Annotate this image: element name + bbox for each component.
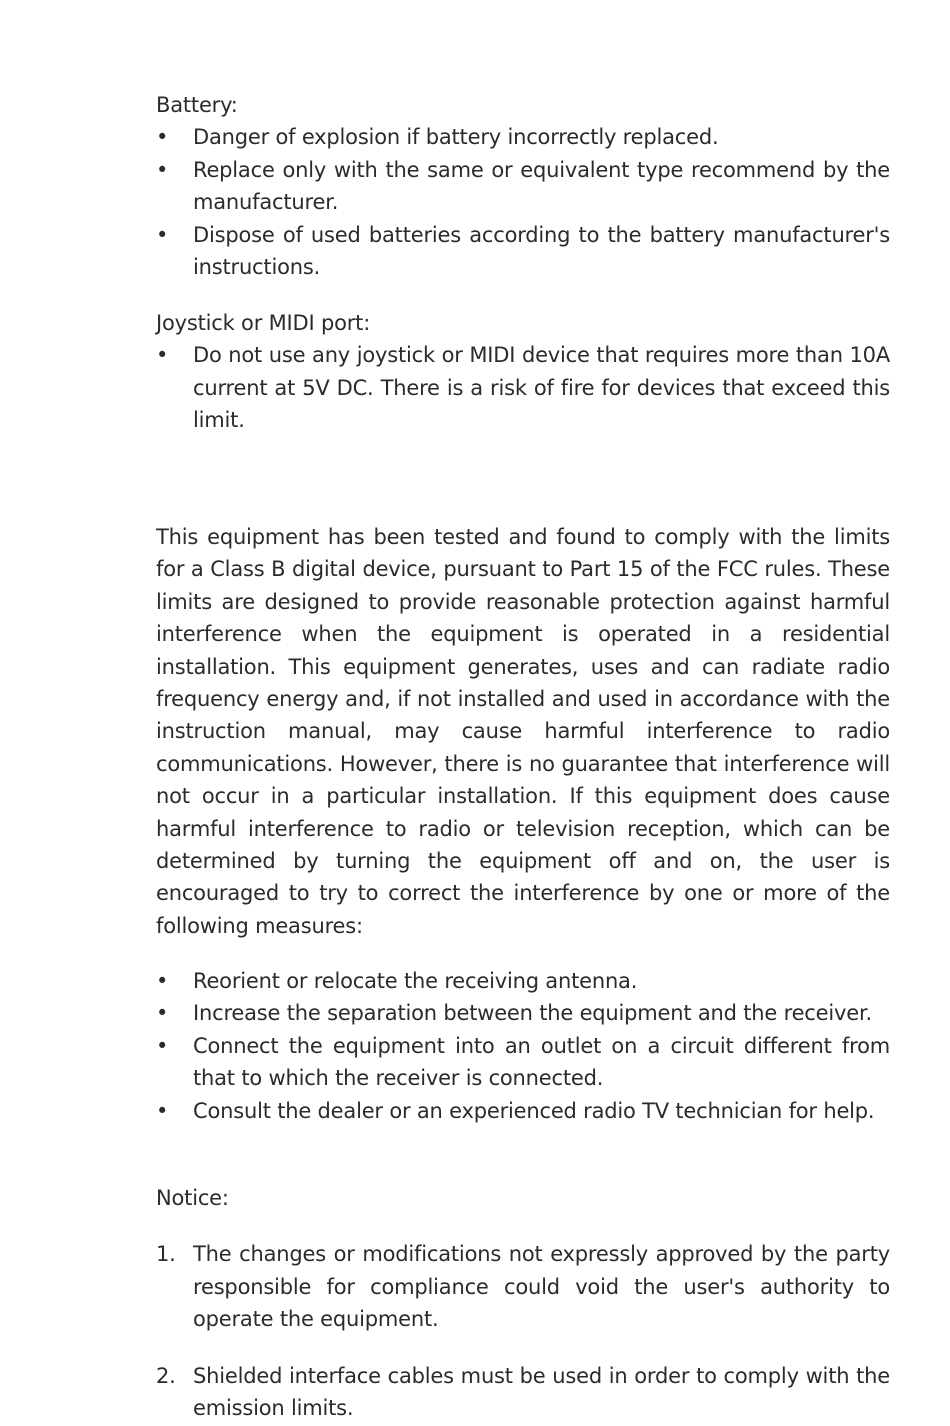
measure-item-text: Consult the dealer or an experienced radio TV technician for help.	[193, 1098, 875, 1123]
notice-section	[156, 1182, 890, 1424]
bullet-icon: •	[156, 1098, 169, 1123]
bullet-icon: •	[156, 125, 169, 150]
bullet-icon: •	[156, 1001, 169, 1026]
notice-item-text: The changes or modifications not expressly approved by the party responsible for compliance could void the user's authority to operate the equipment.	[193, 1242, 890, 1332]
bullet-icon: •	[156, 343, 169, 368]
list-item	[156, 154, 890, 219]
bullet-icon: •	[156, 222, 169, 247]
battery-item-text: Replace only with the same or equivalent type recommend by the manufacturer.	[193, 157, 890, 215]
list-item	[156, 965, 890, 997]
measures-list	[156, 965, 890, 1127]
battery-heading: Battery:	[156, 93, 238, 117]
joystick-heading: Joystick or MIDI port:	[156, 311, 371, 335]
bullet-icon: •	[156, 157, 169, 182]
list-item	[156, 1030, 890, 1095]
list-item	[156, 997, 890, 1029]
notice-list	[156, 1238, 890, 1424]
list-item	[156, 339, 890, 436]
measures-section	[156, 965, 890, 1127]
list-number: 1.	[156, 1242, 176, 1267]
joystick-item-text: Do not use any joystick or MIDI device that requires more than 10A current at 5V DC. There is a risk of fire for devices that exceed this limit.	[193, 343, 890, 433]
list-item	[156, 1238, 890, 1335]
list-item	[156, 219, 890, 284]
measure-item-text: Connect the equipment into an outlet on a circuit different from that to which the receiver is connected.	[193, 1033, 890, 1091]
measure-item-text: Increase the separation between the equipment and the receiver.	[193, 1001, 872, 1026]
notice-item-text: Shielded interface cables must be used in order to comply with the emission limits.	[193, 1363, 890, 1421]
fcc-statement-paragraph: This equipment has been tested and found to comply with the limits for a Class B digital device, pursuant to Part 15 of the FCC rules. These limits are designed to provide reasonable protection against harmful interference when the equipment is operated in a residential installation. This equipment generates, uses and can radiate radio frequency energy and, if not installed and used in accordance with the instruction manual, may cause harmful interference to radio communications. However, there is no guarantee that interference will not occur in a particular installation. If this equipment does cause harmful interference to radio or television reception, which can be determined by turning the equipment off and on, the user is encouraged to try to correct the interference by one or more of the following measures:	[156, 525, 890, 938]
fcc-statement-section	[156, 521, 890, 942]
battery-item-text: Danger of explosion if battery incorrectly replaced.	[193, 125, 719, 150]
list-item	[156, 121, 890, 153]
bullet-icon: •	[156, 969, 169, 993]
bullet-icon: •	[156, 1033, 169, 1058]
list-number: 2.	[156, 1363, 176, 1388]
joystick-section	[156, 307, 890, 437]
measure-item-text: Reorient or relocate the receiving antenna.	[193, 969, 638, 993]
battery-section	[156, 89, 890, 283]
list-item	[156, 1360, 890, 1425]
battery-list	[156, 121, 890, 283]
notice-heading: Notice:	[156, 1186, 229, 1210]
joystick-list	[156, 339, 890, 436]
battery-item-text: Dispose of used batteries according to the battery manufacturer's instructions.	[193, 222, 890, 280]
list-item	[156, 1095, 890, 1127]
